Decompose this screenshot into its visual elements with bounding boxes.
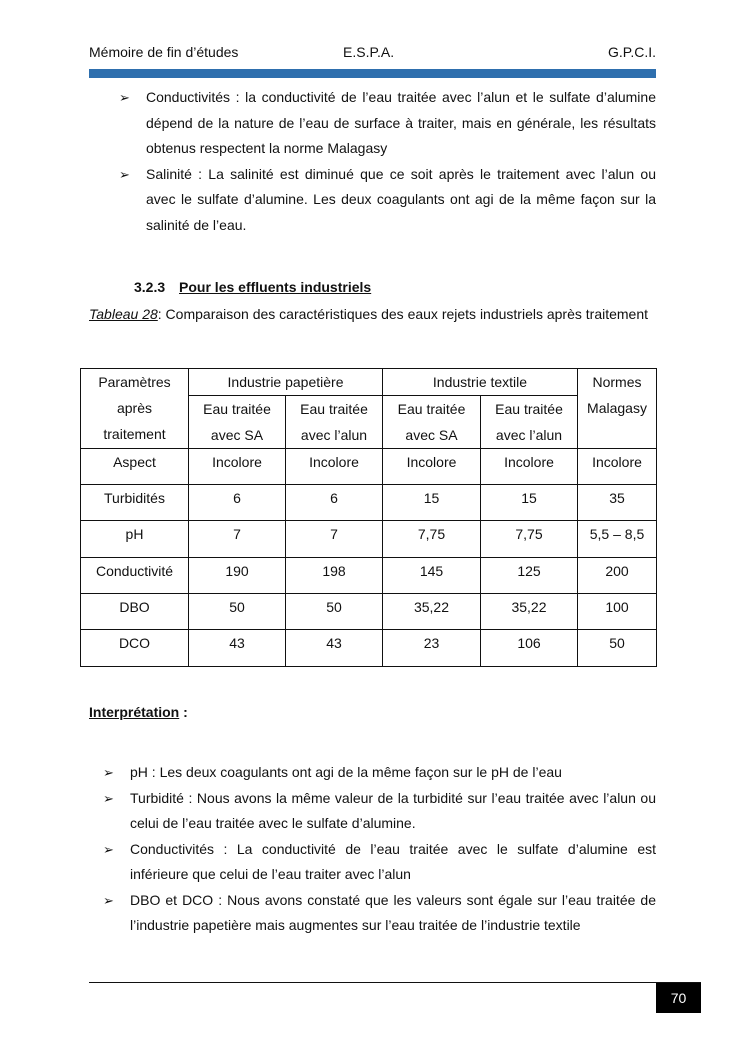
list-item: ➢ pH : Les deux coagulants ont agi de la même façon sur le pH de l’eau [103,760,656,786]
table-cell: 50 [286,594,383,630]
arrow-bullet-icon: ➢ [119,166,130,182]
sub-header-cell: avec l’alun [481,422,578,449]
table-cell: 200 [578,558,657,594]
arrow-bullet-icon: ➢ [103,841,114,857]
table-cell: 35 [578,485,657,521]
group-header-textile: Industrie textile [383,369,578,396]
table-caption [89,302,656,328]
normes-header-cell: Normes Malagasy [578,369,657,449]
section-title: Pour les effluents industriels [179,279,372,295]
table-row [81,521,657,558]
page-number: 70 [656,983,701,1013]
table-cell: 190 [189,558,286,594]
sub-header-cell: avec l’alun [286,422,383,449]
table-cell: Incolore [383,449,481,485]
table-cell: pH [81,521,189,558]
table-cell: 35,22 [481,594,578,630]
table-cell: 6 [189,485,286,521]
table-cell: DCO [81,630,189,667]
header-left-text: Mémoire de fin d’études [89,44,239,60]
table-cell: 100 [578,594,657,630]
table-cell: 43 [189,630,286,667]
footer-rule [89,982,701,983]
table-row [81,449,657,485]
table-row [81,558,657,594]
table-cell: Turbidités [81,485,189,521]
list-item: ➢ Conductivités : La conductivité de l’eau traitée avec le sulfate d’alumine est inférieure que celui de l’eau traiter avec l’alun [103,837,656,888]
table-cell: 145 [383,558,481,594]
table-cell: Incolore [286,449,383,485]
table-cell: 198 [286,558,383,594]
list-item: ➢ Salinité : La salinité est diminué que ce soit après le traitement avec l’alun ou avec le sulfate d’alumine. Les deux coagulants ont agi de la même façon sur la salinité de l’eau. [119,162,656,239]
arrow-bullet-icon: ➢ [119,90,130,105]
header-rule [89,69,656,78]
table-caption-text: : Comparaison des caractéristiques des eaux rejets industriels après traitement [157,306,649,322]
table-cell: 43 [286,630,383,667]
sub-header-cell: Eau traitée [383,396,481,423]
table-cell: Incolore [578,449,657,485]
table-cell: Incolore [481,449,578,485]
table-cell: 35,22 [383,594,481,630]
table-cell: 15 [383,485,481,521]
group-header-papetiere: Industrie papetière [189,369,383,396]
table-caption-label: Tableau 28 [89,306,158,322]
sub-header-cell: avec SA [189,422,286,449]
arrow-bullet-icon: ➢ [103,892,114,908]
table-cell: 7,75 [481,521,578,558]
sub-header-cell: avec SA [383,422,481,449]
table-row [81,630,657,667]
sub-header-cell: Eau traitée [481,396,578,423]
table-cell: 50 [189,594,286,630]
sub-header-cell: Eau traitée [189,396,286,423]
table-cell: 7,75 [383,521,481,558]
table-row [81,594,657,630]
table-cell: Aspect [81,449,189,485]
arrow-bullet-icon: ➢ [103,790,114,806]
section-heading [134,279,371,295]
table-cell: 106 [481,630,578,667]
table-cell: 23 [383,630,481,667]
header-center-text: E.S.P.A. [343,44,395,60]
table-cell: DBO [81,594,189,630]
arrow-bullet-icon: ➢ [103,765,114,780]
table-cell: 7 [286,521,383,558]
table-cell: 15 [481,485,578,521]
section-number: 3.2.3 [134,279,166,295]
table-row [81,485,657,521]
intro-bullet-list [119,85,656,238]
table-cell: 125 [481,558,578,594]
table-cell: 7 [189,521,286,558]
list-item: ➢ DBO et DCO : Nous avons constaté que les valeurs sont égale sur l’eau traitée de l’industrie papetière mais augmentes sur l’eau traitée de l’industrie textile [103,888,656,939]
header-right-text: G.P.C.I. [608,44,656,60]
table-cell: 50 [578,630,657,667]
table-cell: 5,5 – 8,5 [578,521,657,558]
sub-header-cell: Eau traitée [286,396,383,423]
interpretation-heading: Interprétation : [89,704,188,720]
table-cell: Incolore [189,449,286,485]
param-header-cell: Paramètres après traitement [81,369,189,449]
interpretation-bullet-list [103,760,656,939]
list-item: ➢ Turbidité : Nous avons la même valeur de la turbidité sur l’eau traitée avec l’alun ou celui de l’eau traitée avec le sulfate d’alumine. [103,786,656,837]
list-item: ➢ Conductivités : la conductivité de l’eau traitée avec l’alun et le sulfate d’alumine dépend de la nature de l’eau de surface à traiter, mais en générale, les résultats obtenus respectent la norme Malagasy [119,85,656,162]
page-header [89,44,656,64]
comparison-table [80,368,657,667]
table-cell: Conductivité [81,558,189,594]
table-cell: 6 [286,485,383,521]
